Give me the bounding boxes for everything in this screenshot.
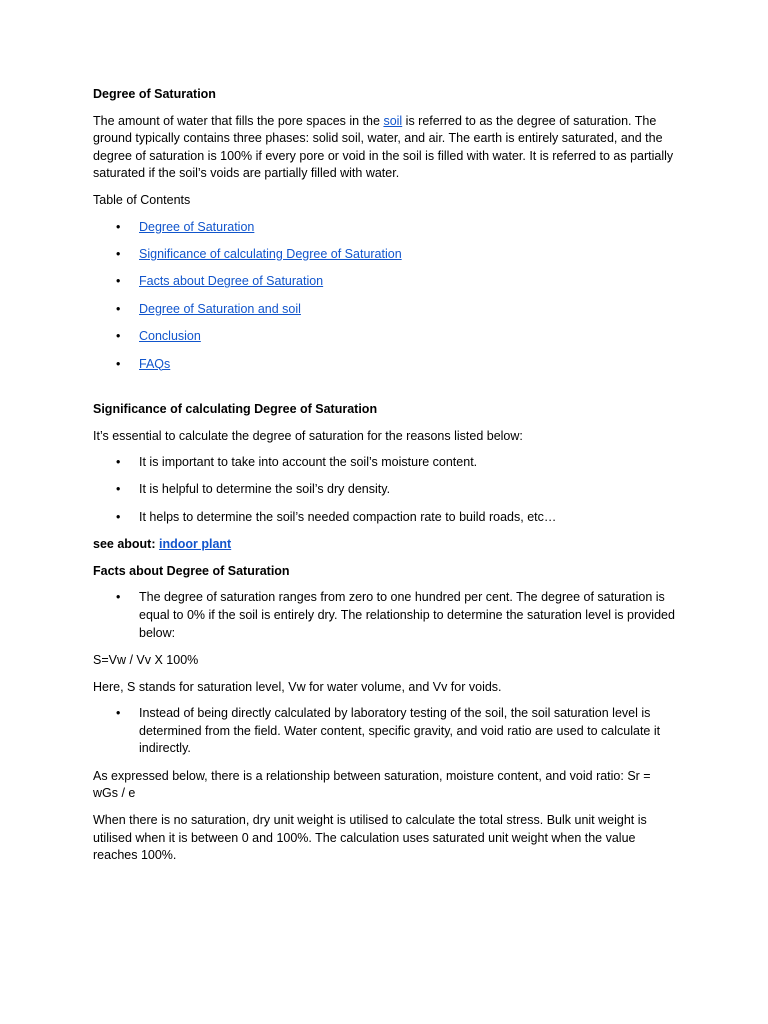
intro-paragraph (93, 113, 679, 183)
stress-paragraph: When there is no saturation, dry unit weight is utilised to calculate the total stress. Bulk unit weight is utilised when it is between 0 and 100%. The calculation uses saturated unit weight when the value reaches 100%. (93, 812, 647, 863)
bullet-icon: • (116, 482, 121, 497)
list-item-text: It is helpful to determine the soil’s dry density. (139, 482, 391, 497)
toc-item (93, 356, 679, 374)
list-item (93, 589, 679, 642)
soil-link[interactable]: soil (383, 113, 403, 128)
significance-list (93, 454, 679, 526)
list-item-text: Instead of being directly calculated by laboratory testing of the soil, the soil saturation level is determined from the field. Water content, specific gravity, and void ratio are used to calculate it indirectly. (139, 706, 661, 756)
list-item (93, 481, 679, 499)
toc-link-saturation-and-soil[interactable]: Degree of Saturation and soil (139, 301, 301, 316)
toc-item (93, 301, 679, 319)
facts-list-2 (93, 705, 679, 758)
bullet-icon: • (116, 455, 121, 470)
list-item-text: The degree of saturation ranges from zero to one hundred per cent. The degree of saturation is equal to 0% if the soil is entirely dry. The relationship to determine the saturation level is provided below: (139, 590, 675, 640)
intro-text-after: is referred to as the degree of saturation. The ground typically contains three phases: solid soil, water, and air. The earth is entirely saturated, and the degree of saturation is 100% if every pore or void in the soil is filled with water. It is referred to as partially saturated if the soil’s voids are partially filled with water. (93, 113, 674, 181)
facts-heading: Facts about Degree of Saturation (93, 563, 290, 578)
facts-list-1 (93, 589, 679, 642)
toc-list (93, 219, 679, 374)
list-item (93, 509, 679, 527)
toc-label: Table of Contents (93, 192, 191, 207)
saturation-formula: S=Vw / Vv X 100% (93, 653, 199, 668)
section-spacer (93, 383, 679, 401)
list-item-text: It is important to take into account the soil’s moisture content. (139, 455, 478, 470)
significance-lead: It’s essential to calculate the degree of saturation for the reasons listed below: (93, 428, 523, 443)
toc-link-facts[interactable]: Facts about Degree of Saturation (139, 274, 324, 289)
toc-link-conclusion[interactable]: Conclusion (139, 329, 201, 344)
bullet-icon: • (116, 509, 121, 524)
relationship-paragraph: As expressed below, there is a relationship between saturation, moisture content, and void ratio: Sr = wGs / e (93, 768, 651, 801)
significance-heading: Significance of calculating Degree of Saturation (93, 401, 378, 416)
see-about-line (93, 536, 679, 554)
bullet-icon: • (116, 356, 121, 371)
bullet-icon: • (116, 246, 121, 261)
page-title: Degree of Saturation (93, 87, 216, 101)
toc-item (93, 246, 679, 264)
toc-link-significance[interactable]: Significance of calculating Degree of Saturation (139, 246, 402, 261)
intro-text-before: The amount of water that fills the pore spaces in the (93, 113, 384, 128)
bullet-icon: • (116, 274, 121, 289)
bullet-icon: • (116, 329, 121, 344)
list-item-text: It helps to determine the soil’s needed compaction rate to build roads, etc… (139, 509, 557, 524)
formula-explanation: Here, S stands for saturation level, Vw for water volume, and Vv for voids. (93, 679, 502, 694)
bullet-icon: • (116, 590, 121, 605)
indoor-plant-link[interactable]: indoor plant (159, 537, 232, 552)
list-item (93, 705, 679, 758)
document-page (93, 86, 679, 874)
bullet-icon: • (116, 219, 121, 234)
bullet-icon: • (116, 301, 121, 316)
toc-link-faqs[interactable]: FAQs (139, 356, 171, 371)
toc-item (93, 273, 679, 291)
see-about-label: see about: (93, 537, 159, 552)
toc-item (93, 328, 679, 346)
toc-link-degree-of-saturation[interactable]: Degree of Saturation (139, 219, 255, 234)
toc-item (93, 219, 679, 237)
bullet-icon: • (116, 706, 121, 721)
list-item (93, 454, 679, 472)
